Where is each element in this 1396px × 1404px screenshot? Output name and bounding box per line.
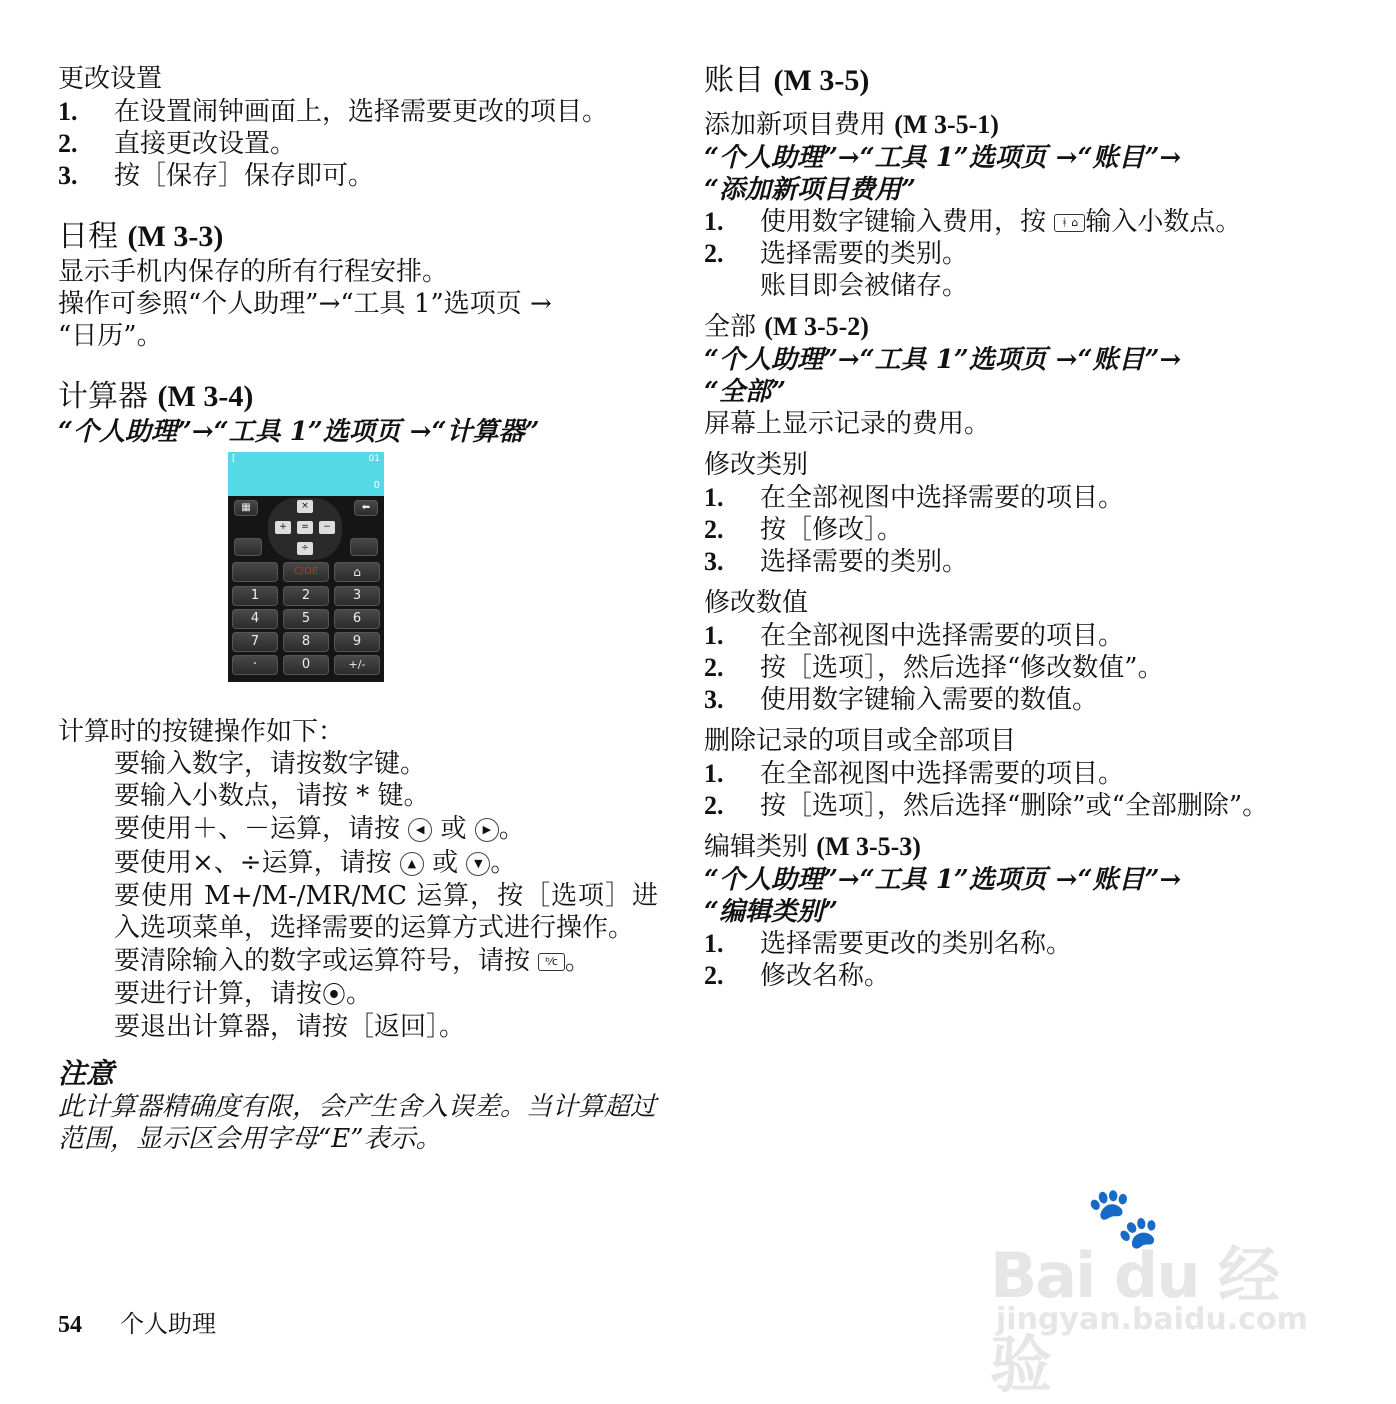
nav-down-icon: ▼ xyxy=(466,852,490,876)
calc-nav-pad xyxy=(268,498,342,560)
calc-right-softkey xyxy=(350,538,378,556)
center-key-icon: ⦿ xyxy=(322,981,347,1009)
list-item: 1. 在全部视图中选择需要的项目。 xyxy=(704,621,1125,651)
nav-right-icon: ▶ xyxy=(475,818,499,842)
calc-op-minus: − xyxy=(319,521,335,534)
schedule-heading: 日程 (M 3-3) xyxy=(58,219,224,254)
calc-key: · xyxy=(232,655,278,675)
calc-op-text: 要使用×、÷运算，请按 ▲ 或 ▼ 。 xyxy=(114,848,517,878)
calc-key: 3 xyxy=(334,586,380,606)
calc-blank-key xyxy=(232,562,278,582)
list-item: 2. 按［选项］，然后选择“删除”或“全部删除”。 xyxy=(704,791,1269,821)
edit-category-name-path: “个人助理”→“工具 1”选项页 →“账目”→ xyxy=(704,865,1182,895)
calc-key: +/- xyxy=(334,655,380,675)
list-item: 2. 直接更改设置。 xyxy=(58,129,297,159)
calc-op-text: 要输入小数点，请按 * 键。 xyxy=(114,781,430,811)
calc-op-divide: ÷ xyxy=(297,542,313,555)
edit-category-name-path: “编辑类别” xyxy=(704,897,838,927)
calc-clear-key: C/DE xyxy=(283,562,329,582)
right-column xyxy=(704,62,1324,992)
calc-op-multiply: × xyxy=(297,500,313,513)
all-path: “个人助理”→“工具 1”选项页 →“账目”→ xyxy=(704,345,1182,375)
calc-op-text: 要退出计算器，请按［返回］。 xyxy=(114,1012,466,1042)
decimal-key-icon: ᚼ ⌂ xyxy=(1054,214,1085,232)
calc-op-text: 要清除输入的数字或运算符号，请按 ᵇ⁄c 。 xyxy=(114,946,591,976)
paw-icon: 🐾 xyxy=(1086,1183,1161,1253)
list-item: 1. 在设置闹钟画面上，选择需要更改的项目。 xyxy=(58,97,609,127)
calc-grid-icon: ▦ xyxy=(234,500,258,516)
note-text: 此计算器精确度有限，会产生舍入误差。当计算超过范围，显示区会用字母“E”表示。 xyxy=(58,1092,657,1154)
change-settings-steps xyxy=(58,96,658,192)
calc-key: 8 xyxy=(283,632,329,652)
nav-left-icon: ◀ xyxy=(408,818,432,842)
nav-up-icon: ▲ xyxy=(400,852,424,876)
calc-key: 7 xyxy=(232,632,278,652)
calc-left-softkey xyxy=(234,538,262,556)
note-heading: 注意 xyxy=(58,1057,115,1090)
calc-key: 9 xyxy=(334,632,380,652)
calc-display-counter: 01 xyxy=(368,454,380,464)
page-footer xyxy=(58,1304,216,1339)
calc-op-text: 要使用 M+/M-/MR/MC 运算，按［选项］进入选项菜单，选择需要的运算方式进行操作。 xyxy=(114,881,658,943)
change-settings-heading: 更改设置 xyxy=(58,64,163,94)
back-arrow-icon: ⬅ xyxy=(354,500,378,516)
list-item: 1. 选择需要更改的类别名称。 xyxy=(704,929,1073,959)
calc-key: 1 xyxy=(232,586,278,606)
footer-section: 个人助理 xyxy=(120,1310,216,1338)
home-icon: ⌂ xyxy=(334,562,380,582)
list-item: 1. 使用数字键输入费用，按 ᚼ ⌂ 输入小数点。 xyxy=(704,207,1242,237)
list-item: 3. 使用数字键输入需要的数值。 xyxy=(704,685,1099,715)
edit-value-steps xyxy=(704,620,1324,716)
add-expense-note: 账目即会被储存。 xyxy=(760,271,969,301)
all-text: 屏幕上显示记录的费用。 xyxy=(704,409,991,439)
list-item: 2. 修改名称。 xyxy=(704,961,891,991)
baidu-watermark xyxy=(990,1182,1310,1401)
schedule-text: 显示手机内保存的所有行程安排。 xyxy=(58,257,449,287)
calc-key: 4 xyxy=(232,609,278,629)
edit-category-heading: 修改类别 xyxy=(704,450,809,480)
calc-display-value: 0 xyxy=(373,480,380,491)
all-path: “全部” xyxy=(704,377,786,407)
list-item: 1. 在全部视图中选择需要的项目。 xyxy=(704,759,1125,789)
list-item: 2. 按［修改］。 xyxy=(704,515,904,545)
list-item: 2. 按［选项］，然后选择“修改数值”。 xyxy=(704,653,1164,683)
calculator-path: “个人助理”→“工具 1”选项页 →“计算器” xyxy=(58,417,540,447)
calc-key: 2 xyxy=(283,586,329,606)
calc-op-text: 要输入数字，请按数字键。 xyxy=(114,749,427,779)
add-expense-steps xyxy=(704,206,1324,270)
edit-category-name-steps xyxy=(704,928,1324,992)
calculator-heading: 计算器 (M 3-4) xyxy=(58,379,254,414)
calc-key: 6 xyxy=(334,609,380,629)
all-heading: 全部 (M 3-5-2) xyxy=(704,312,869,342)
calc-op-equals: = xyxy=(297,521,313,534)
add-expense-heading: 添加新项目费用 (M 3-5-1) xyxy=(704,110,999,140)
calculator-intro: 计算时的按键操作如下： xyxy=(58,717,345,747)
accounts-heading: 账目 (M 3-5) xyxy=(704,63,870,98)
calc-display xyxy=(228,452,384,496)
add-expense-path: “个人助理”→“工具 1”选项页 →“账目”→ xyxy=(704,143,1182,173)
add-expense-path: “添加新项目费用” xyxy=(704,175,916,205)
list-item: 3. 按［保存］保存即可。 xyxy=(58,161,375,191)
edit-category-name-heading: 编辑类别 (M 3-5-3) xyxy=(704,832,921,862)
calc-op-text: 要使用＋、－运算，请按 ◀ 或 ▶ 。 xyxy=(114,814,525,844)
page-number: 54 xyxy=(58,1312,82,1338)
list-item: 2. 选择需要的类别。 xyxy=(704,239,969,269)
clear-key-icon: ᵇ⁄c xyxy=(538,953,565,971)
calc-op-text: 要进行计算，请按⦿。 xyxy=(114,979,373,1009)
edit-value-heading: 修改数值 xyxy=(704,588,809,618)
schedule-text: 操作可参照“个人助理”→“工具 1”选项页 → xyxy=(58,289,552,319)
calc-op-plus: + xyxy=(275,521,291,534)
watermark-url: jingyan.baidu.com xyxy=(996,1302,1308,1337)
calc-key: 5 xyxy=(283,609,329,629)
edit-category-steps xyxy=(704,482,1324,578)
calculator-screenshot xyxy=(228,452,384,682)
calc-key: 0 xyxy=(283,655,329,675)
list-item: 3. 选择需要的类别。 xyxy=(704,547,969,577)
schedule-text: “日历”。 xyxy=(58,321,163,351)
delete-heading: 删除记录的项目或全部项目 xyxy=(704,726,1017,756)
watermark-brand: Bai du 经验 xyxy=(990,1239,1279,1401)
calc-display-bracket: [ xyxy=(232,454,236,464)
list-item: 1. 在全部视图中选择需要的项目。 xyxy=(704,483,1125,513)
delete-steps xyxy=(704,758,1324,822)
